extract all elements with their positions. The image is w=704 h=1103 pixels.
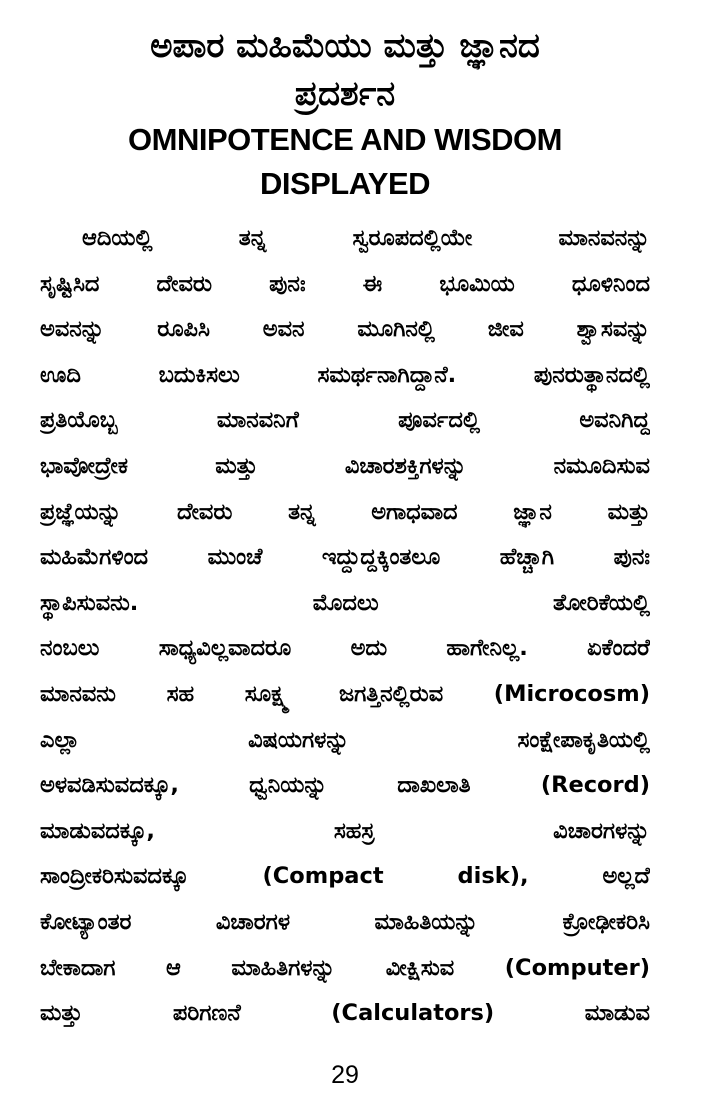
body-line: ಮಹಿಮೆಗಳಿಂದ ಮುಂಚೆ ಇದ್ದುದ್ದಕ್ಕಿಂತಲೂ ಹೆಚ್ಚಾಗಿ ಪುನಃ (40, 544, 650, 571)
body-line: ಪ್ರಜ್ಞೆಯನ್ನು ದೇವರು ತನ್ನ ಅಗಾಧವಾದ ಜ್ಞಾನ ಮತ್ತು (40, 498, 650, 525)
body-line: ಸಾಂದ್ರೀಕರಿಸುವದಕ್ಕೂ (Compact disk), ಅಲ್ಲದೆ (40, 863, 650, 890)
kannada-title-line-1: ಅಪಾರ ಮಹಿಮೆಯು ಮತ್ತು ಜ್ಞಾನದ (150, 26, 540, 66)
body-line: ಮಾನವನು ಸಹ ಸೂಕ್ಷ್ಮ ಜಗತ್ತಿನಲ್ಲಿರುವ (Microcosm) (40, 680, 650, 707)
english-title-line-1: OMNIPOTENCE AND WISDOM (128, 122, 562, 157)
body-line: ಮತ್ತು ಪರಿಗಣನೆ (Calculators) ಮಾಡುವ (40, 1000, 650, 1027)
body-line: ಅವನನ್ನು ರೂಪಿಸಿ ಅವನ ಮೂಗಿನಲ್ಲಿ ಜೀವ ಶ್ವಾಸವನ್ನು (40, 316, 650, 343)
body-line: ಊದಿ ಬದುಕಿಸಲು ಸಮರ್ಥನಾಗಿದ್ದಾನೆ. ಪುನರುತ್ಥಾನದಲ್ಲಿ (40, 361, 650, 388)
kannada-title-line-2: ಪ್ರದರ್ಶನ (294, 74, 396, 114)
body-paragraph (40, 216, 650, 1037)
body-line: ಆದಿಯಲ್ಲಿ ತನ್ನ ಸ್ವರೂಪದಲ್ಲಿಯೇ ಮಾನವನನ್ನು (82, 225, 650, 251)
body-line: ಬೇಕಾದಾಗ ಆ ಮಾಹಿತಿಗಳನ್ನು ವೀಕ್ಷಿಸುವ (Computer) (40, 954, 650, 981)
body-line: ಅಳವಡಿಸುವದಕ್ಕೂ, ಧ್ವನಿಯನ್ನು ದಾಖಲಾತಿ (Record) (40, 772, 650, 799)
body-line: ಮಾಡುವದಕ್ಕೂ, ಸಹಸ್ರ ವಿಚಾರಗಳನ್ನು (40, 817, 650, 844)
english-title-line-2: DISPLAYED (259, 166, 431, 201)
body-line: ಕೋಟ್ಯಾಂತರ ವಿಚಾರಗಳ ಮಾಹಿತಿಯನ್ನು ಕ್ರೋಢೀಕರಿಸಿ (40, 908, 650, 935)
page-number: 29 (331, 1061, 359, 1089)
book-page (40, 22, 650, 1092)
body-line: ಪ್ರತಿಯೊಬ್ಬ ಮಾನವನಿಗೆ ಪೂರ್ವದಲ್ಲಿ ಅವನಿಗಿದ್ದ (40, 407, 650, 434)
body-line: ಭಾವೋದ್ರೇಕ ಮತ್ತು ವಿಚಾರಶಕ್ತಿಗಳನ್ನು ನಮೂದಿಸುವ (40, 452, 650, 479)
body-line: ಸ್ಥಾಪಿಸುವನು. ಮೊದಲು ತೋರಿಕೆಯಲ್ಲಿ (40, 589, 650, 616)
body-line: ಎಲ್ಲಾ ವಿಷಯಗಳನ್ನು ಸಂಕ್ಷೇಪಾಕೃತಿಯಲ್ಲಿ (40, 726, 650, 753)
body-line: ನಂಬಲು ಸಾಧ್ಯವಿಲ್ಲವಾದರೂ ಅದು ಹಾಗೇನಿಲ್ಲ. ಏಕೆಂದರೆ (40, 635, 650, 662)
body-line: ಸೃಷ್ಟಿಸಿದ ದೇವರು ಪುನಃ ಈ ಭೂಮಿಯ ಧೂಳಿನಿಂದ (40, 270, 650, 297)
